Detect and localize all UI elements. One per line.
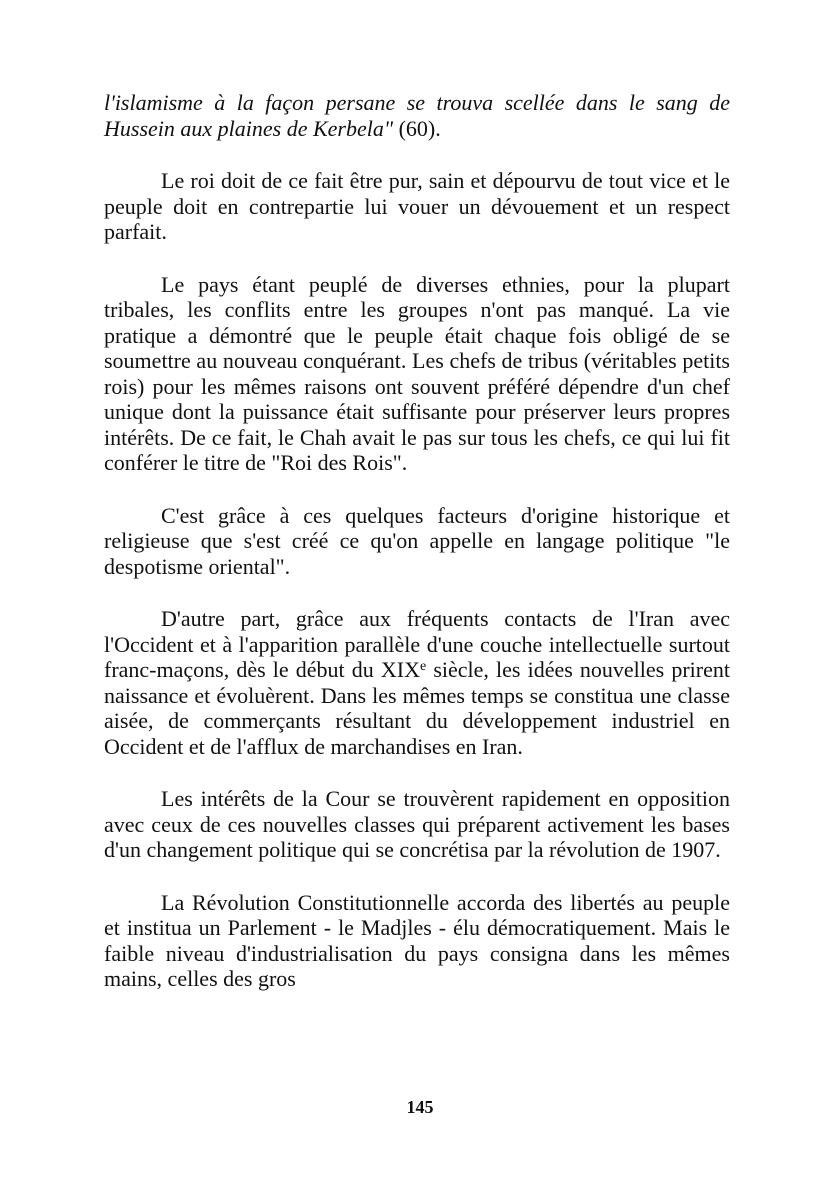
paragraph-tribes: Le pays étant peuplé de diverses ethnies, pour la plupart tribales, les conflits entre les groupes n'ont pas manqué. La vie pratique a démontré que le peuple était chaque fois obligé de se soumettre au nouveau conquérant. Les chefs de tribus (véritables petits rois) pour les mêmes raisons ont souvent préféré dépendre d'un chef unique dont la puissance était suffisante pour préserver leurs propres intérêts. De ce fait, le Chah avait le pas sur tous les chefs, ce qui lui fit conférer le titre de "Roi des Rois". — [104, 271, 730, 475]
quote-text: l'islamisme à la façon persane se trouva scellée dans le sang de Hussein aux plaines de Kerbela" — [104, 90, 730, 141]
paragraph-court-interests: Les intérêts de la Cour se trouvèrent rapidement en opposition avec ceux de ces nouvelles classes qui préparent activement les bases d'un changement politique qui se concrétisa par la révolution de 1907. — [104, 786, 730, 862]
page-body — [104, 90, 730, 1019]
paragraph-text-part-1: D'autre part, grâce aux fréquents contacts de l'Iran avec l'Occident et à l'apparition parallèle d'une couche intellectuelle surtout franc-maçons, dès le début du XIX — [104, 606, 730, 682]
century-superscript: e — [420, 659, 427, 674]
footnote-reference: (60). — [393, 115, 441, 141]
page-number: 145 — [406, 1097, 434, 1117]
paragraph-king-purity: Le roi doit de ce fait être pur, sain et dépourvu de tout vice et le peuple doit en contrepartie lui vouer un dévouement et un respect parfait. — [104, 168, 730, 244]
paragraph-text-part-2: siècle, les idées nouvelles prirent naissance et évoluèrent. Dans les mêmes temps se constitua une classe aisée, de commerçants résultant du développement industriel en Occident et de l'afflux de marchandises en Iran. — [104, 657, 730, 759]
paragraph-oriental-despotism: C'est grâce à ces quelques facteurs d'origine historique et religieuse que s'est créé ce qu'on appelle en langage politique "le despotisme oriental". — [104, 502, 730, 579]
paragraph-western-contacts — [104, 606, 730, 759]
quote-paragraph — [104, 90, 730, 141]
paragraph-constitutional-revolution: La Révolution Constitutionnelle accorda des libertés au peuple et institua un Parlement - le Madjles - élu démocratiquement. Mais le faible niveau d'industrialisation du pays consigna dans les mêmes mains, celles des gros — [104, 889, 730, 991]
